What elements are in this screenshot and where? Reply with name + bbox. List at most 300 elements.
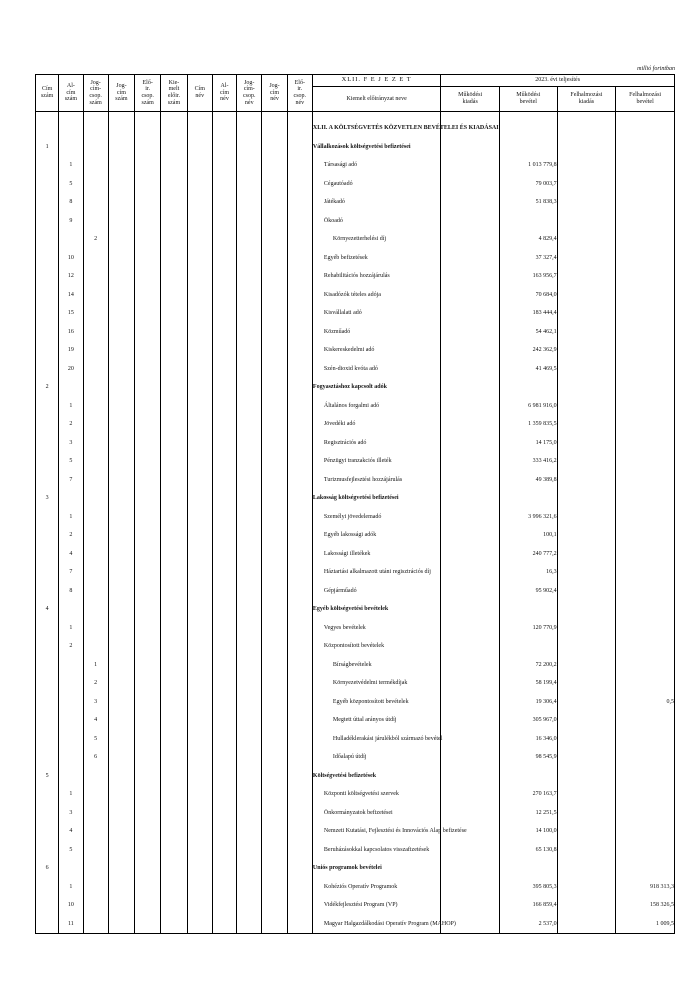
- cell-jogcim-szam: [108, 526, 134, 545]
- cell-jogcim-nev: [262, 397, 287, 416]
- cell-eloircsop-szam: [135, 896, 161, 915]
- cell-eloircsop-nev: [287, 526, 312, 545]
- cell-cim-nev: [187, 674, 212, 693]
- cell-jogcimcsop-nev: [237, 193, 262, 212]
- cell-felhalm-bevetel: [616, 748, 675, 767]
- cell-jogcimcsop-nev: [237, 637, 262, 656]
- header-alcim-nev: [212, 75, 236, 112]
- cell-jogcim-nev: [262, 138, 287, 157]
- cell-eloircsop-szam: [135, 841, 161, 860]
- cell-jogcimcsop-szam: [83, 637, 108, 656]
- header-line: Jog-: [116, 83, 127, 90]
- cell-jogcim-szam: [108, 360, 134, 379]
- cell-cim-nev: [187, 896, 212, 915]
- cell-felhalm-bevetel: [616, 600, 675, 619]
- header-line: előir.: [167, 93, 181, 99]
- cell-alcim-szam: [59, 711, 83, 730]
- cell-alcim-nev: [212, 471, 236, 490]
- cell-jogcim-nev: [262, 600, 287, 619]
- cell-mukodesi-bevetel: [499, 119, 557, 138]
- cell-jogcimcsop-szam: [83, 619, 108, 638]
- cell-eloircsop-szam: [135, 582, 161, 601]
- cell-jogcim-szam: [108, 156, 134, 175]
- cell-cim-nev: [187, 563, 212, 582]
- cell-kiemelt-szam: [161, 471, 187, 490]
- cell-jogcim-nev: [262, 711, 287, 730]
- table-body: [36, 112, 675, 934]
- cell-jogcimcsop-nev: [237, 563, 262, 582]
- cell-felhalm-kiadas: [557, 267, 616, 286]
- cell-cim-nev: [187, 915, 212, 934]
- cell-alcim-szam: 10: [59, 249, 83, 268]
- cell-felhalm-bevetel: 1 009,5: [616, 915, 675, 934]
- cell-cim-nev: [187, 841, 212, 860]
- cell-jogcimcsop-nev: [237, 267, 262, 286]
- header-jogcimcsop-szam: [83, 75, 108, 112]
- cell-eloircsop-nev: [287, 193, 312, 212]
- cell-mukodesi-kiadas: [441, 489, 500, 508]
- cell-cim-nev: [187, 304, 212, 323]
- cell-mukodesi-kiadas: [441, 304, 500, 323]
- cell-jogcim-szam: [108, 545, 134, 564]
- cell-mukodesi-bevetel: 14 175,0: [499, 434, 557, 453]
- cell-felhalm-kiadas: [557, 545, 616, 564]
- cell-jogcimcsop-szam: 6: [83, 748, 108, 767]
- header-line: ir.: [297, 86, 303, 93]
- cell-mukodesi-bevetel: 58 199,4: [499, 674, 557, 693]
- cell-felhalm-kiadas: [557, 212, 616, 231]
- cell-cim-szam: [36, 415, 59, 434]
- cell-eloircsop-szam: [135, 378, 161, 397]
- cell-alcim-szam: [59, 859, 83, 878]
- cell-jogcim-nev: [262, 304, 287, 323]
- cell-item-name: Egyéb lakossági adók: [312, 526, 440, 545]
- cell-alcim-nev: [212, 193, 236, 212]
- cell-cim-nev: [187, 267, 212, 286]
- cell-jogcim-nev: [262, 267, 287, 286]
- cell-jogcimcsop-nev: [237, 656, 262, 675]
- cell-eloircsop-szam: [135, 693, 161, 712]
- cell-item-name: Vidékfejlesztési Program (VP): [312, 896, 440, 915]
- cell-eloircsop-szam: [135, 267, 161, 286]
- cell-jogcim-nev: [262, 563, 287, 582]
- cell-eloircsop-szam: [135, 138, 161, 157]
- cell-mukodesi-bevetel: 163 956,7: [499, 267, 557, 286]
- table-row: [36, 119, 675, 138]
- cell-kiemelt-szam: [161, 915, 187, 934]
- cell-cim-szam: [36, 711, 59, 730]
- cell-jogcim-nev: [262, 119, 287, 138]
- cell-kiemelt-szam: [161, 212, 187, 231]
- header-line: kiadás: [578, 99, 595, 105]
- cell-mukodesi-bevetel: 79 003,7: [499, 175, 557, 194]
- cell-jogcim-szam: [108, 286, 134, 305]
- cell-eloircsop-nev: [287, 859, 312, 878]
- cell-mukodesi-kiadas: [441, 415, 500, 434]
- cell-cim-szam: [36, 785, 59, 804]
- cell-mukodesi-bevetel: 70 684,0: [499, 286, 557, 305]
- cell-mukodesi-kiadas: [441, 452, 500, 471]
- cell-jogcim-nev: [262, 360, 287, 379]
- header-eloircsop-szam: [135, 75, 161, 112]
- cell-mukodesi-kiadas: [441, 656, 500, 675]
- table-row: [36, 822, 675, 841]
- cell-jogcim-nev: [262, 415, 287, 434]
- cell-jogcim-szam: [108, 138, 134, 157]
- cell-item-name: Játékadó: [312, 193, 440, 212]
- cell-cim-nev: [187, 822, 212, 841]
- table-row: [36, 785, 675, 804]
- cell-cim-szam: [36, 360, 59, 379]
- cell-alcim-szam: 15: [59, 304, 83, 323]
- table-row: [36, 896, 675, 915]
- cell-eloircsop-szam: [135, 249, 161, 268]
- cell-alcim-nev: [212, 656, 236, 675]
- cell-jogcim-nev: [262, 619, 287, 638]
- cell-jogcimcsop-nev: [237, 508, 262, 527]
- cell-jogcim-nev: [262, 230, 287, 249]
- cell-jogcim-nev: [262, 748, 287, 767]
- cell-mukodesi-bevetel: [499, 489, 557, 508]
- header-line: szám: [115, 96, 128, 103]
- cell-mukodesi-bevetel: 6 981 916,0: [499, 397, 557, 416]
- cell-cim-szam: 2: [36, 378, 59, 397]
- cell-felhalm-bevetel: [616, 119, 675, 138]
- table-row: [36, 508, 675, 527]
- cell-alcim-nev: [212, 397, 236, 416]
- cell-cim-szam: [36, 915, 59, 934]
- cell-jogcimcsop-szam: [83, 156, 108, 175]
- cell-eloircsop-nev: [287, 452, 312, 471]
- cell-mukodesi-kiadas: [441, 175, 500, 194]
- cell-eloircsop-nev: [287, 711, 312, 730]
- cell-jogcimcsop-szam: 3: [83, 693, 108, 712]
- cell-jogcim-szam: [108, 212, 134, 231]
- cell-jogcimcsop-szam: [83, 175, 108, 194]
- cell-alcim-nev: [212, 841, 236, 860]
- cell-alcim-szam: 20: [59, 360, 83, 379]
- cell-felhalm-bevetel: [616, 212, 675, 231]
- cell-mukodesi-kiadas: [441, 767, 500, 786]
- cell-mukodesi-bevetel: 16,3: [499, 563, 557, 582]
- cell-kiemelt-szam: [161, 304, 187, 323]
- cell-alcim-szam: [59, 600, 83, 619]
- header-line: szám: [167, 99, 181, 106]
- table-row: [36, 878, 675, 897]
- cell-felhalm-kiadas: [557, 452, 616, 471]
- cell-eloircsop-szam: [135, 286, 161, 305]
- cell-jogcimcsop-szam: [83, 267, 108, 286]
- cell-alcim-szam: 1: [59, 619, 83, 638]
- cell-eloircsop-nev: [287, 323, 312, 342]
- cell-cim-szam: [36, 674, 59, 693]
- cell-kiemelt-szam: [161, 619, 187, 638]
- cell-item-name: Magyar Halgazdálkodási Operatív Program (MAHOP): [312, 915, 440, 934]
- cell-alcim-nev: [212, 230, 236, 249]
- cell-eloircsop-nev: [287, 138, 312, 157]
- cell-kiemelt-szam: [161, 693, 187, 712]
- cell-item-name: Bírságbevételek: [312, 656, 440, 675]
- header-line: név: [244, 99, 254, 106]
- cell-eloircsop-nev: [287, 212, 312, 231]
- cell-jogcim-szam: [108, 600, 134, 619]
- cell-jogcim-szam: [108, 452, 134, 471]
- cell-alcim-szam: [59, 730, 83, 749]
- cell-cim-nev: [187, 693, 212, 712]
- cell-eloircsop-szam: [135, 563, 161, 582]
- cell-alcim-szam: 2: [59, 637, 83, 656]
- cell-jogcimcsop-nev: [237, 471, 262, 490]
- cell-kiemelt-szam: [161, 138, 187, 157]
- table-row: [36, 452, 675, 471]
- cell-eloircsop-nev: [287, 804, 312, 823]
- cell-jogcim-nev: [262, 508, 287, 527]
- cell-mukodesi-kiadas: [441, 841, 500, 860]
- cell-jogcim-szam: [108, 656, 134, 675]
- cell-jogcimcsop-szam: 5: [83, 730, 108, 749]
- cell-mukodesi-bevetel: [499, 600, 557, 619]
- cell-jogcimcsop-szam: [83, 341, 108, 360]
- cell-kiemelt-szam: [161, 767, 187, 786]
- cell-jogcimcsop-nev: [237, 748, 262, 767]
- header-line: csop.: [89, 93, 102, 99]
- cell-alcim-nev: [212, 582, 236, 601]
- cell-felhalm-kiadas: [557, 841, 616, 860]
- cell-felhalm-bevetel: [616, 434, 675, 453]
- cell-felhalm-kiadas: [557, 286, 616, 305]
- cell-mukodesi-kiadas: [441, 471, 500, 490]
- cell-felhalm-bevetel: [616, 156, 675, 175]
- cell-felhalm-bevetel: [616, 286, 675, 305]
- cell-eloircsop-szam: [135, 545, 161, 564]
- header-line: cím: [220, 89, 229, 96]
- cell-alcim-szam: [59, 378, 83, 397]
- cell-cim-szam: [36, 267, 59, 286]
- cell-jogcim-nev: [262, 915, 287, 934]
- cell-item-name: Környezetterhelési díj: [312, 230, 440, 249]
- cell-alcim-nev: [212, 175, 236, 194]
- cell-jogcim-nev: [262, 489, 287, 508]
- cell-cim-nev: [187, 545, 212, 564]
- table-row: [36, 859, 675, 878]
- cell-jogcim-szam: [108, 378, 134, 397]
- cell-felhalm-kiadas: [557, 915, 616, 934]
- cell-cim-nev: [187, 730, 212, 749]
- table-row: [36, 267, 675, 286]
- cell-eloircsop-nev: [287, 748, 312, 767]
- cell-jogcimcsop-nev: [237, 119, 262, 138]
- cell-jogcim-szam: [108, 471, 134, 490]
- cell-cim-szam: [36, 637, 59, 656]
- cell-alcim-szam: 16: [59, 323, 83, 342]
- cell-eloircsop-szam: [135, 323, 161, 342]
- cell-cim-szam: [36, 508, 59, 527]
- cell-felhalm-kiadas: [557, 674, 616, 693]
- cell-item-name: Jövedéki adó: [312, 415, 440, 434]
- cell-alcim-szam: 8: [59, 582, 83, 601]
- cell-felhalm-bevetel: [616, 674, 675, 693]
- cell-kiemelt-szam: [161, 711, 187, 730]
- cell-felhalm-kiadas: [557, 119, 616, 138]
- cell-felhalm-kiadas: [557, 563, 616, 582]
- cell-eloircsop-szam: [135, 619, 161, 638]
- cell-eloircsop-nev: [287, 582, 312, 601]
- cell-alcim-nev: [212, 878, 236, 897]
- cell-eloircsop-szam: [135, 415, 161, 434]
- header-line: név: [220, 96, 229, 103]
- cell-item-name: Beruházásokkal kapcsolatos visszafizetések: [312, 841, 440, 860]
- cell-mukodesi-bevetel: 98 545,9: [499, 748, 557, 767]
- cell-jogcimcsop-nev: [237, 711, 262, 730]
- cell-jogcim-nev: [262, 545, 287, 564]
- cell-felhalm-kiadas: [557, 249, 616, 268]
- cell-felhalm-bevetel: 918 313,3: [616, 878, 675, 897]
- cell-felhalm-kiadas: [557, 804, 616, 823]
- table-row: [36, 711, 675, 730]
- cell-kiemelt-szam: [161, 360, 187, 379]
- cell-alcim-szam: 3: [59, 804, 83, 823]
- cell-mukodesi-kiadas: [441, 323, 500, 342]
- cell-kiemelt-szam: [161, 600, 187, 619]
- cell-cim-szam: [36, 619, 59, 638]
- cell-mukodesi-bevetel: 95 902,4: [499, 582, 557, 601]
- cell-felhalm-bevetel: [616, 138, 675, 157]
- cell-alcim-nev: [212, 637, 236, 656]
- cell-mukodesi-bevetel: 72 200,2: [499, 656, 557, 675]
- cell-jogcim-szam: [108, 896, 134, 915]
- cell-cim-nev: [187, 434, 212, 453]
- cell-felhalm-kiadas: [557, 693, 616, 712]
- cell-jogcim-nev: [262, 175, 287, 194]
- header-line: Al-: [220, 83, 229, 90]
- cell-mukodesi-bevetel: 37 327,4: [499, 249, 557, 268]
- cell-alcim-szam: [59, 674, 83, 693]
- cell-felhalm-bevetel: [616, 323, 675, 342]
- cell-cim-nev: [187, 193, 212, 212]
- cell-cim-nev: [187, 878, 212, 897]
- table-row: [36, 156, 675, 175]
- cell-felhalm-bevetel: [616, 526, 675, 545]
- cell-cim-szam: [36, 304, 59, 323]
- cell-mukodesi-bevetel: 100,1: [499, 526, 557, 545]
- table-row: [36, 415, 675, 434]
- header-line: szám: [64, 96, 78, 103]
- cell-eloircsop-nev: [287, 304, 312, 323]
- cell-eloircsop-nev: [287, 674, 312, 693]
- table-row: [36, 545, 675, 564]
- table-row: [36, 138, 675, 157]
- cell-eloircsop-nev: [287, 545, 312, 564]
- cell-felhalm-bevetel: 158 326,5: [616, 896, 675, 915]
- cell-eloircsop-szam: [135, 304, 161, 323]
- cell-alcim-nev: [212, 156, 236, 175]
- cell-kiemelt-szam: [161, 434, 187, 453]
- cell-jogcim-szam: [108, 563, 134, 582]
- cell-jogcimcsop-szam: [83, 193, 108, 212]
- cell-kiemelt-szam: [161, 193, 187, 212]
- table-row: [36, 230, 675, 249]
- cell-cim-szam: [36, 804, 59, 823]
- cell-eloircsop-nev: [287, 822, 312, 841]
- cell-eloircsop-nev: [287, 156, 312, 175]
- cell-mukodesi-bevetel: 120 770,9: [499, 619, 557, 638]
- cell-eloircsop-szam: [135, 785, 161, 804]
- header-line: szám: [141, 99, 154, 106]
- cell-felhalm-kiadas: [557, 822, 616, 841]
- cell-eloircsop-szam: [135, 600, 161, 619]
- table-row: [36, 915, 675, 934]
- cell-eloircsop-szam: [135, 804, 161, 823]
- cell-item-name: Kisvállalati adó: [312, 304, 440, 323]
- table-row: [36, 378, 675, 397]
- cell-eloircsop-nev: [287, 878, 312, 897]
- cell-kiemelt-szam: [161, 508, 187, 527]
- cell-felhalm-bevetel: [616, 415, 675, 434]
- cell-felhalm-bevetel: [616, 804, 675, 823]
- cell-eloircsop-nev: [287, 341, 312, 360]
- cell-alcim-szam: [59, 767, 83, 786]
- cell-cim-szam: [36, 563, 59, 582]
- header-cim-szam: [36, 75, 59, 112]
- cell-kiemelt-szam: [161, 452, 187, 471]
- cell-kiemelt-szam: [161, 804, 187, 823]
- cell-jogcim-szam: [108, 767, 134, 786]
- cell-cim-szam: [36, 822, 59, 841]
- cell-cim-szam: [36, 730, 59, 749]
- cell-felhalm-bevetel: [616, 360, 675, 379]
- cell-jogcimcsop-szam: [83, 286, 108, 305]
- cell-item-name: Hulladéklerakási járulékból származó bevétel: [312, 730, 440, 749]
- cell-jogcim-szam: [108, 119, 134, 138]
- cell-kiemelt-szam: [161, 323, 187, 342]
- cell-felhalm-bevetel: [616, 637, 675, 656]
- cell-felhalm-bevetel: [616, 545, 675, 564]
- cell-jogcimcsop-szam: [83, 767, 108, 786]
- cell-mukodesi-bevetel: 166 859,4: [499, 896, 557, 915]
- cell-item-name: Gépjárműadó: [312, 582, 440, 601]
- cell-mukodesi-bevetel: 3 996 321,6: [499, 508, 557, 527]
- cell-jogcim-szam: [108, 397, 134, 416]
- cell-eloircsop-nev: [287, 619, 312, 638]
- cell-felhalm-kiadas: [557, 859, 616, 878]
- header-jogcim-szam: [108, 75, 134, 112]
- cell-jogcimcsop-szam: [83, 915, 108, 934]
- cell-felhalm-bevetel: [616, 563, 675, 582]
- cell-cim-szam: 5: [36, 767, 59, 786]
- cell-cim-nev: [187, 249, 212, 268]
- cell-jogcimcsop-szam: [83, 822, 108, 841]
- cell-cim-nev: [187, 656, 212, 675]
- table-row: [36, 489, 675, 508]
- cell-eloircsop-szam: [135, 193, 161, 212]
- cell-eloircsop-nev: [287, 230, 312, 249]
- cell-item-name: Turizmusfejlesztési hozzájárulás: [312, 471, 440, 490]
- cell-cim-szam: [36, 286, 59, 305]
- cell-jogcimcsop-szam: 2: [83, 674, 108, 693]
- cell-cim-szam: 1: [36, 138, 59, 157]
- cell-jogcimcsop-szam: [83, 304, 108, 323]
- cell-jogcimcsop-szam: [83, 878, 108, 897]
- cell-kiemelt-szam: [161, 878, 187, 897]
- cell-cim-nev: [187, 804, 212, 823]
- cell-felhalm-bevetel: [616, 378, 675, 397]
- cell-mukodesi-kiadas: [441, 619, 500, 638]
- cell-item-name: Önkormányzatok befizetései: [312, 804, 440, 823]
- cell-cim-szam: [36, 841, 59, 860]
- cell-mukodesi-kiadas: [441, 249, 500, 268]
- cell-kiemelt-szam: [161, 563, 187, 582]
- cell-eloircsop-szam: [135, 637, 161, 656]
